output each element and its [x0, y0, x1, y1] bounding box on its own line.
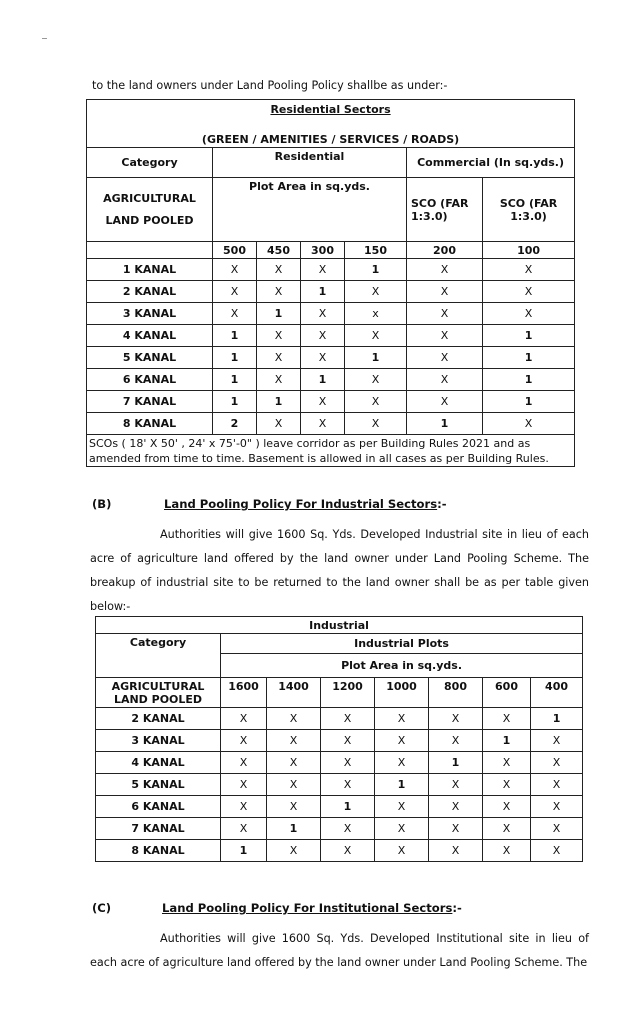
- residential-row: [87, 369, 575, 391]
- section-c-title: Land Pooling Policy For Institutional Sectors: [162, 901, 453, 915]
- residential-cell: 1: [213, 347, 257, 369]
- residential-table: [86, 99, 575, 467]
- section-b-marker: (B): [92, 497, 112, 511]
- residential-row-label: 8 KANAL: [87, 413, 213, 435]
- industrial-size-header: 1600: [221, 678, 267, 708]
- sco-header-2: SCO (FAR 1:3.0): [483, 178, 575, 242]
- industrial-cell: X: [531, 730, 583, 752]
- residential-cell: 1: [213, 325, 257, 347]
- residential-cell: X: [301, 303, 345, 325]
- agri-label-2: LAND POOLED: [105, 213, 194, 227]
- industrial-cell: X: [483, 708, 531, 730]
- residential-row-label: 6 KANAL: [87, 369, 213, 391]
- industrial-cell: X: [531, 818, 583, 840]
- residential-row: [87, 391, 575, 413]
- residential-cell: X: [257, 369, 301, 391]
- residential-cell: X: [213, 303, 257, 325]
- industrial-cell: X: [375, 818, 429, 840]
- industrial-cell: X: [375, 730, 429, 752]
- agri-label-1: AGRICULTURAL: [103, 191, 196, 205]
- industrial-cell: X: [321, 752, 375, 774]
- industrial-cell: X: [429, 774, 483, 796]
- industrial-cell: X: [267, 774, 321, 796]
- residential-cell: X: [407, 303, 483, 325]
- size-header: 500: [213, 242, 257, 259]
- residential-row-label: 4 KANAL: [87, 325, 213, 347]
- residential-cell: X: [483, 281, 575, 303]
- residential-cell: X: [407, 369, 483, 391]
- industrial-size-header: 1000: [375, 678, 429, 708]
- industrial-cell: X: [221, 796, 267, 818]
- industrial-cell: X: [321, 730, 375, 752]
- industrial-plots-header: Industrial Plots: [221, 634, 583, 654]
- residential-cell: X: [345, 391, 407, 413]
- sco-header-1: SCO (FAR 1:3.0): [407, 178, 483, 242]
- industrial-row-label: 3 KANAL: [96, 730, 221, 752]
- residential-cell: 1: [213, 391, 257, 413]
- residential-cell: X: [257, 413, 301, 435]
- residential-cell: X: [407, 325, 483, 347]
- residential-title: Residential Sectors: [270, 103, 391, 116]
- residential-row: [87, 281, 575, 303]
- section-c-marker: (C): [92, 901, 112, 915]
- industrial-cell: X: [375, 708, 429, 730]
- size-header: 200: [407, 242, 483, 259]
- residential-cell: 1: [483, 325, 575, 347]
- section-b-heading: [164, 497, 447, 511]
- industrial-cell: 1: [375, 774, 429, 796]
- industrial-size-header: 600: [483, 678, 531, 708]
- industrial-cell: X: [267, 840, 321, 862]
- industrial-row-label: 2 KANAL: [96, 708, 221, 730]
- industrial-cell: X: [321, 818, 375, 840]
- industrial-cell: X: [429, 818, 483, 840]
- industrial-row: [96, 730, 583, 752]
- residential-cell: X: [483, 413, 575, 435]
- industrial-cell: X: [375, 796, 429, 818]
- industrial-cell: X: [375, 752, 429, 774]
- industrial-plot-area-header: Plot Area in sq.yds.: [221, 654, 583, 678]
- industrial-row: [96, 708, 583, 730]
- residential-cell: X: [213, 281, 257, 303]
- residential-cell: X: [257, 281, 301, 303]
- residential-row: [87, 303, 575, 325]
- industrial-row-label: 4 KANAL: [96, 752, 221, 774]
- residential-row-label: 7 KANAL: [87, 391, 213, 413]
- section-c-suffix: :-: [452, 901, 462, 915]
- industrial-size-header: 800: [429, 678, 483, 708]
- industrial-row-label: 5 KANAL: [96, 774, 221, 796]
- residential-row: [87, 259, 575, 281]
- industrial-row: [96, 774, 583, 796]
- industrial-size-header: 1200: [321, 678, 375, 708]
- residential-cell: 1: [345, 347, 407, 369]
- industrial-cell: X: [321, 774, 375, 796]
- residential-cell: X: [407, 259, 483, 281]
- industrial-cell: X: [267, 708, 321, 730]
- industrial-cell: X: [483, 752, 531, 774]
- residential-cell: X: [257, 259, 301, 281]
- residential-row: [87, 325, 575, 347]
- residential-cell: X: [301, 391, 345, 413]
- residential-cell: X: [345, 281, 407, 303]
- residential-cell: 1: [301, 369, 345, 391]
- scan-mark: [42, 38, 47, 39]
- industrial-cell: X: [429, 796, 483, 818]
- residential-cell: X: [345, 413, 407, 435]
- industrial-cell: X: [221, 818, 267, 840]
- industrial-cell: X: [221, 752, 267, 774]
- industrial-cell: X: [267, 752, 321, 774]
- residential-row: [87, 413, 575, 435]
- industrial-cell: X: [429, 708, 483, 730]
- industrial-cell: X: [483, 796, 531, 818]
- residential-cell: X: [345, 325, 407, 347]
- industrial-cell: X: [429, 730, 483, 752]
- industrial-cell: X: [531, 840, 583, 862]
- industrial-row-label: 8 KANAL: [96, 840, 221, 862]
- section-c-text: Authorities will give 1600 Sq. Yds. Developed Institutional site in lieu of each acre of agriculture land offered by the land owner under Land Pooling Scheme. The: [90, 932, 589, 969]
- industrial-cell: 1: [483, 730, 531, 752]
- agri-land-header: [87, 178, 213, 242]
- industrial-cell: X: [321, 708, 375, 730]
- industrial-row: [96, 818, 583, 840]
- residential-row: [87, 347, 575, 369]
- residential-cell: X: [407, 281, 483, 303]
- residential-cell: X: [301, 347, 345, 369]
- industrial-table: [95, 616, 583, 862]
- residential-cell: 1: [483, 391, 575, 413]
- industrial-cell: X: [321, 840, 375, 862]
- industrial-cell: X: [375, 840, 429, 862]
- size-header: 150: [345, 242, 407, 259]
- section-c-paragraph: [90, 927, 589, 975]
- industrial-agri-header: AGRICULTURAL LAND POOLED: [96, 678, 221, 708]
- residential-row-label: 5 KANAL: [87, 347, 213, 369]
- industrial-cell: X: [531, 774, 583, 796]
- residential-cell: 1: [483, 347, 575, 369]
- residential-cell: 1: [257, 303, 301, 325]
- section-b-title: Land Pooling Policy For Industrial Sectors: [164, 497, 438, 511]
- residential-row-label: 3 KANAL: [87, 303, 213, 325]
- residential-cell: 1: [257, 391, 301, 413]
- industrial-cell: X: [221, 708, 267, 730]
- residential-cell: 1: [483, 369, 575, 391]
- residential-cell: 1: [301, 281, 345, 303]
- residential-note: SCOs ( 18' X 50' , 24' x 75'-0" ) leave corridor as per Building Rules 2021 and as amended from time to time. Basement is allowed in all cases as per Building Rules.: [87, 435, 575, 467]
- industrial-category-header: Category: [96, 634, 221, 678]
- industrial-row-label: 6 KANAL: [96, 796, 221, 818]
- industrial-cell: X: [267, 730, 321, 752]
- industrial-size-header: 1400: [267, 678, 321, 708]
- commercial-header: Commercial (In sq.yds.): [407, 148, 575, 178]
- residential-cell: 2: [213, 413, 257, 435]
- residential-cell: X: [483, 259, 575, 281]
- residential-cell: 1: [213, 369, 257, 391]
- section-b-suffix: :-: [437, 497, 447, 511]
- residential-cell: X: [213, 259, 257, 281]
- residential-title-cell: [87, 100, 575, 148]
- residential-cell: X: [345, 369, 407, 391]
- industrial-cell: 1: [531, 708, 583, 730]
- size-header: 300: [301, 242, 345, 259]
- industrial-size-header: 400: [531, 678, 583, 708]
- industrial-row: [96, 840, 583, 862]
- industrial-cell: X: [483, 840, 531, 862]
- industrial-title: Industrial: [96, 617, 583, 634]
- residential-cell: X: [301, 413, 345, 435]
- section-c-heading: [162, 901, 462, 915]
- section-b-text: Authorities will give 1600 Sq. Yds. Developed Industrial site in lieu of each acre of agriculture land offered by the land owner under Land Pooling Scheme. The breakup of industrial site to be returned to the land owner shall be as per table given below:-: [90, 528, 589, 613]
- industrial-cell: 1: [429, 752, 483, 774]
- category-header: Category: [87, 148, 213, 178]
- residential-header: Residential: [213, 148, 407, 178]
- industrial-cell: X: [221, 730, 267, 752]
- intro-text: to the land owners under Land Pooling Policy shallbe as under:-: [92, 79, 448, 92]
- industrial-cell: 1: [321, 796, 375, 818]
- industrial-cell: X: [429, 840, 483, 862]
- industrial-cell: 1: [267, 818, 321, 840]
- residential-cell: X: [301, 259, 345, 281]
- residential-cell: X: [301, 325, 345, 347]
- size-header: 450: [257, 242, 301, 259]
- residential-subtitle: (GREEN / AMENITIES / SERVICES / ROADS): [201, 133, 460, 146]
- residential-cell: x: [345, 303, 407, 325]
- residential-cell: X: [407, 391, 483, 413]
- industrial-cell: X: [531, 796, 583, 818]
- residential-cell: X: [257, 347, 301, 369]
- industrial-cell: X: [483, 774, 531, 796]
- industrial-row: [96, 752, 583, 774]
- residential-cell: X: [407, 347, 483, 369]
- industrial-cell: X: [531, 752, 583, 774]
- industrial-cell: 1: [221, 840, 267, 862]
- residential-cell: X: [257, 325, 301, 347]
- industrial-cell: X: [483, 818, 531, 840]
- residential-cell: 1: [407, 413, 483, 435]
- industrial-row-label: 7 KANAL: [96, 818, 221, 840]
- industrial-cell: X: [221, 774, 267, 796]
- residential-cell: X: [483, 303, 575, 325]
- plot-area-header: Plot Area in sq.yds.: [213, 178, 407, 242]
- industrial-row: [96, 796, 583, 818]
- size-header-blank: [87, 242, 213, 259]
- residential-row-label: 1 KANAL: [87, 259, 213, 281]
- section-b-paragraph: [90, 523, 589, 619]
- residential-cell: 1: [345, 259, 407, 281]
- residential-row-label: 2 KANAL: [87, 281, 213, 303]
- industrial-cell: X: [267, 796, 321, 818]
- size-header: 100: [483, 242, 575, 259]
